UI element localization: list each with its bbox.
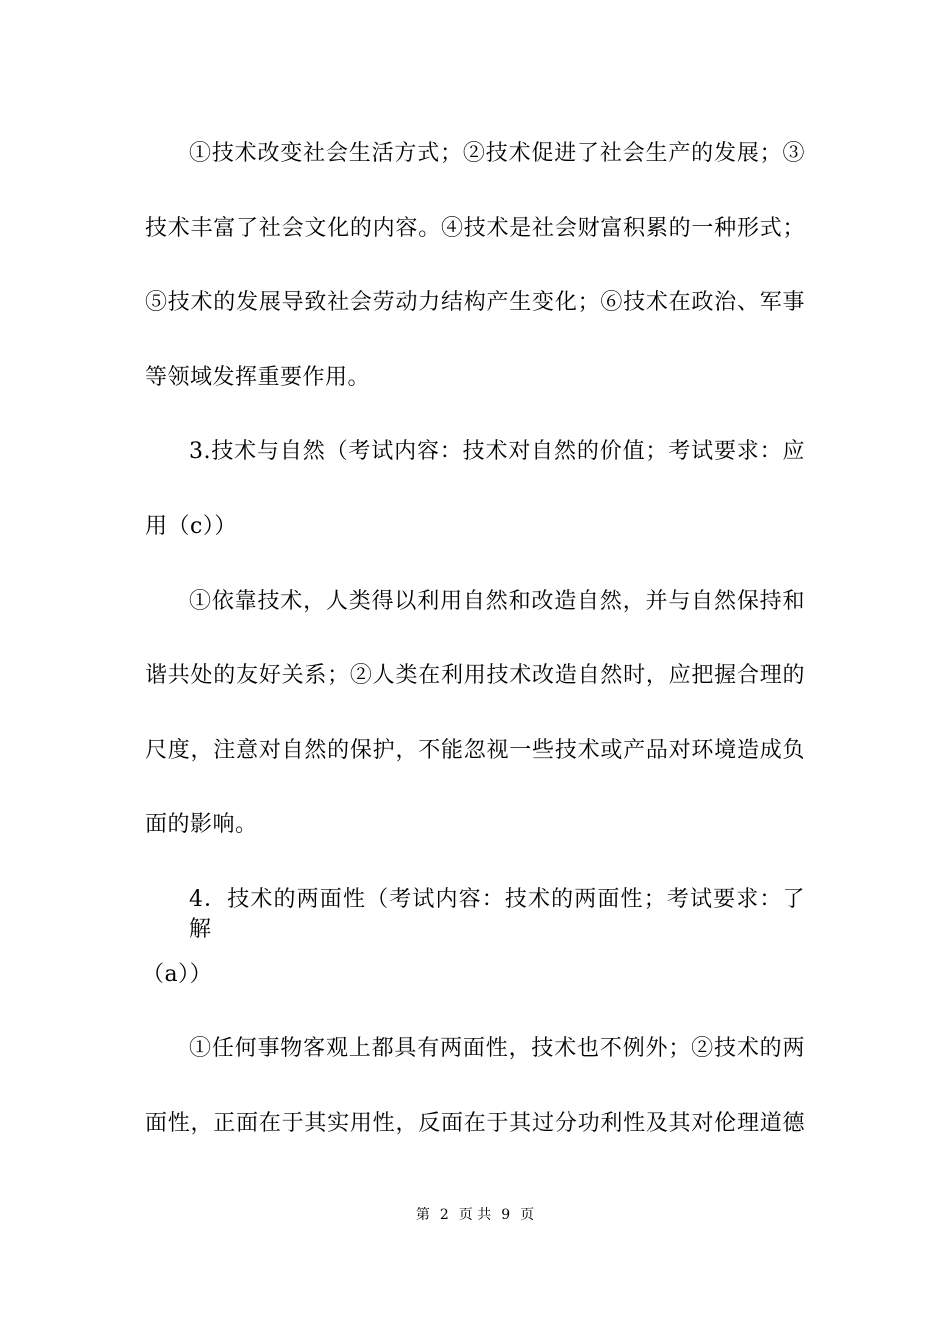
footer-total-pages: 9	[501, 1207, 511, 1223]
page-footer	[0, 1205, 950, 1225]
section-heading-line: 3.技术与自然（考试内容：技术对自然的价值；考试要求：应	[189, 439, 805, 464]
footer-middle: 页 共	[458, 1207, 492, 1223]
section-heading-line: （a））	[142, 962, 213, 987]
section-heading-line: 4．技术的两面性（考试内容：技术的两面性；考试要求：了解	[189, 887, 805, 942]
paragraph-line: ①技术改变社会生活方式；②技术促进了社会生产的发展；③	[189, 141, 805, 166]
paragraph-line: ⑤技术的发展导致社会劳动力结构产生变化；⑥技术在政治、军事	[145, 290, 805, 315]
paragraph-line: 面性，正面在于其实用性，反面在于其过分功利性及其对伦理道德	[145, 1111, 805, 1136]
paragraph-line: ①依靠技术，人类得以利用自然和改造自然，并与自然保持和	[189, 589, 805, 614]
paragraph-line: 面的影响。	[145, 812, 258, 837]
paragraph-line: 等领域发挥重要作用。	[145, 365, 371, 390]
footer-suffix: 页	[520, 1207, 535, 1223]
footer-prefix: 第	[415, 1207, 430, 1223]
paragraph-line: 尺度，注意对自然的保护，不能忽视一些技术或产品对环境造成负	[145, 738, 805, 763]
paragraph-line: ①任何事物客观上都具有两面性，技术也不例外；②技术的两	[189, 1036, 805, 1061]
paragraph-line: 谐共处的友好关系；②人类在利用技术改造自然时，应把握合理的	[145, 663, 805, 688]
footer-current-page: 2	[439, 1207, 449, 1223]
paragraph-line: 技术丰富了社会文化的内容。④技术是社会财富积累的一种形式；	[145, 216, 805, 241]
section-heading-line: 用（c））	[145, 514, 237, 539]
